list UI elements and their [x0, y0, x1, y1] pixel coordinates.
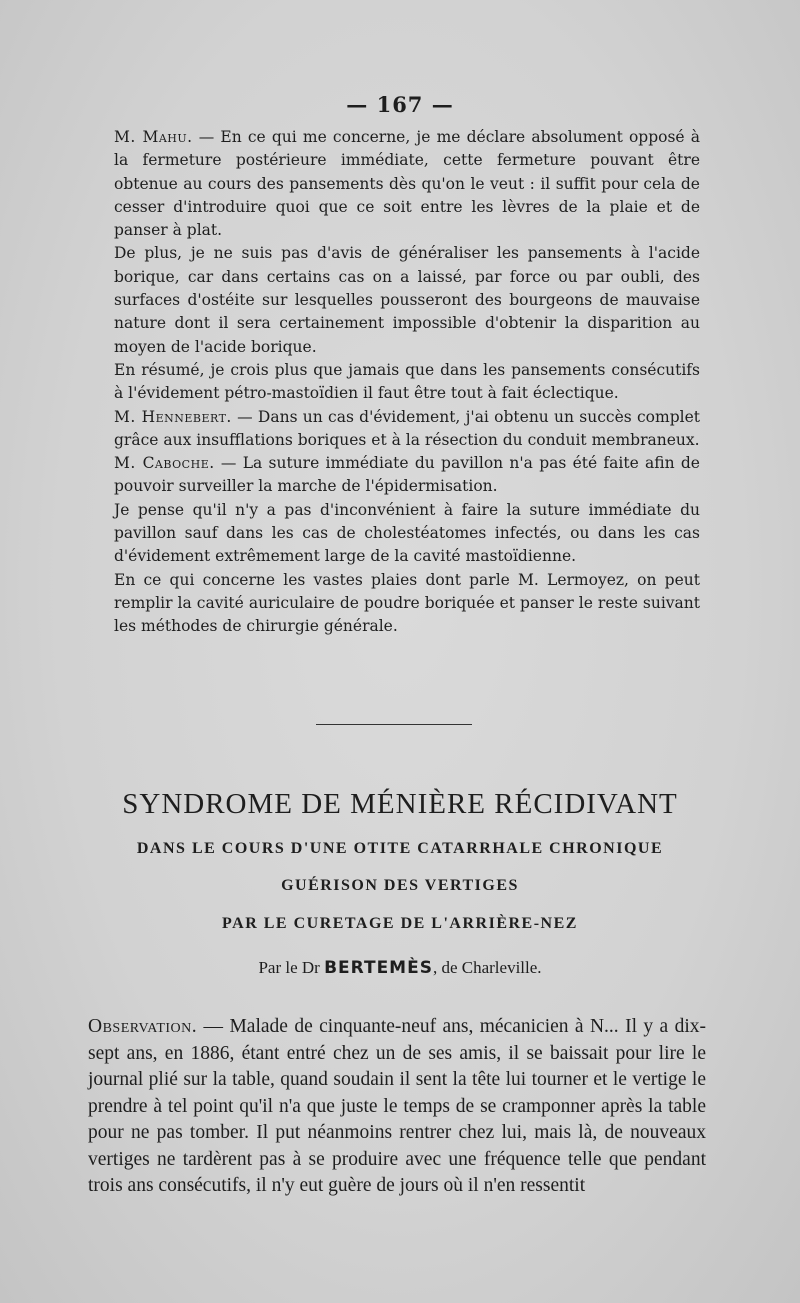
paragraph-mahu [114, 126, 700, 242]
discussion-section [114, 126, 700, 639]
article-subtitle-2: GUÉRISON DES VERTIGES [281, 877, 519, 894]
byline [0, 958, 800, 978]
article-subtitle-1: DANS LE COURS D'UNE OTITE CATARRHALE CHRONIQUE [136, 840, 664, 857]
article-subtitle-3: PAR LE CURETAGE DE L'ARRIÈRE-NEZ [222, 915, 578, 932]
section-divider [316, 724, 472, 725]
paragraph-hennebert [114, 406, 700, 453]
speaker-mahu: M. Mahu. [114, 128, 193, 146]
speaker-hennebert: M. Hennebert. [114, 407, 232, 426]
article-title: SYNDROME DE MÉNIÈRE RÉCIDIVANT [122, 788, 678, 820]
author-name: BERTEMÈS [324, 958, 433, 978]
text-caboche: — La suture immédiate du pavillon n'a pas été faite afin de pouvoir surveiller la marche de l'épidermisation. [114, 454, 700, 496]
paragraph-caboche [114, 452, 700, 499]
byline-prefix: Par le Dr [258, 958, 325, 977]
paragraph-plaies: En ce qui concerne les vastes plaies dont parle M. Lermoyez, on peut remplir la cavité auriculaire de poudre boriquée et panser le reste suivant les méthodes de chirurgie générale. [114, 570, 700, 636]
text-mahu: — En ce qui me concerne, je me déclare absolument opposé à la fermeture postérieure immédiate, cette fermeture pouvant être obtenue au cours des pansements dès qu'on le veut : il suffit pour cela de cesser d'introduire quoi que ce soit entre les lèvres de la plaie et de panser à plat. [114, 128, 700, 240]
text-hennebert: — Dans un cas d'évidement, j'ai obtenu un succès complet grâce aux insufflations boriques et à la résection du conduit membraneux. [114, 407, 700, 449]
paragraph-resume: En résumé, je crois plus que jamais que dans les pansements consécutifs à l'évidement pétro-mastoïdien il faut être tout à fait éclectique. [114, 360, 700, 403]
observation-text: — Malade de cinquante-neuf ans, mécanicien à N... Il y a dix-sept ans, en 1886, étant entré chez un de ses amis, il se baissait pour lire le journal plié sur la table, quand soudain il sent la tête lui tourner et le vertige le prendre à tel point qu'il n'a que juste le temps de se cramponner après la table pour ne pas tomber. Il put néanmoins rentrer chez lui, mais là, de nouveaux vertiges ne tardèrent pas à se produire avec une fréquence telle que pendant trois ans consécutifs, il n'y eut guère de jours où il n'en ressentit [88, 1016, 706, 1196]
paragraph-suture: Je pense qu'il n'y a pas d'inconvénient à faire la suture immédiate du pavillon sauf dans les cas de cholestéatomes infectés, ou dans les cas d'évidement extrêmement large de la cavité mastoïdienne. [114, 500, 700, 566]
observation-section [88, 1014, 706, 1200]
paragraph-acide-borique: De plus, je ne suis pas d'avis de généraliser les pansements à l'acide borique, car dans certains cas on a laissé, par force ou par oubli, des surfaces d'ostéite sur lesquelles pousseront des bourgeons de mauvaise nature dont il sera certainement impossible d'obtenir la disparition au moyen de l'acide borique. [114, 244, 700, 356]
observation-label: Observation. [88, 1016, 198, 1037]
observation-paragraph [88, 1014, 706, 1200]
speaker-caboche: M. Caboche. [114, 454, 215, 473]
byline-suffix: , de Charleville. [432, 958, 542, 977]
page-number: — 167 — [346, 92, 454, 117]
